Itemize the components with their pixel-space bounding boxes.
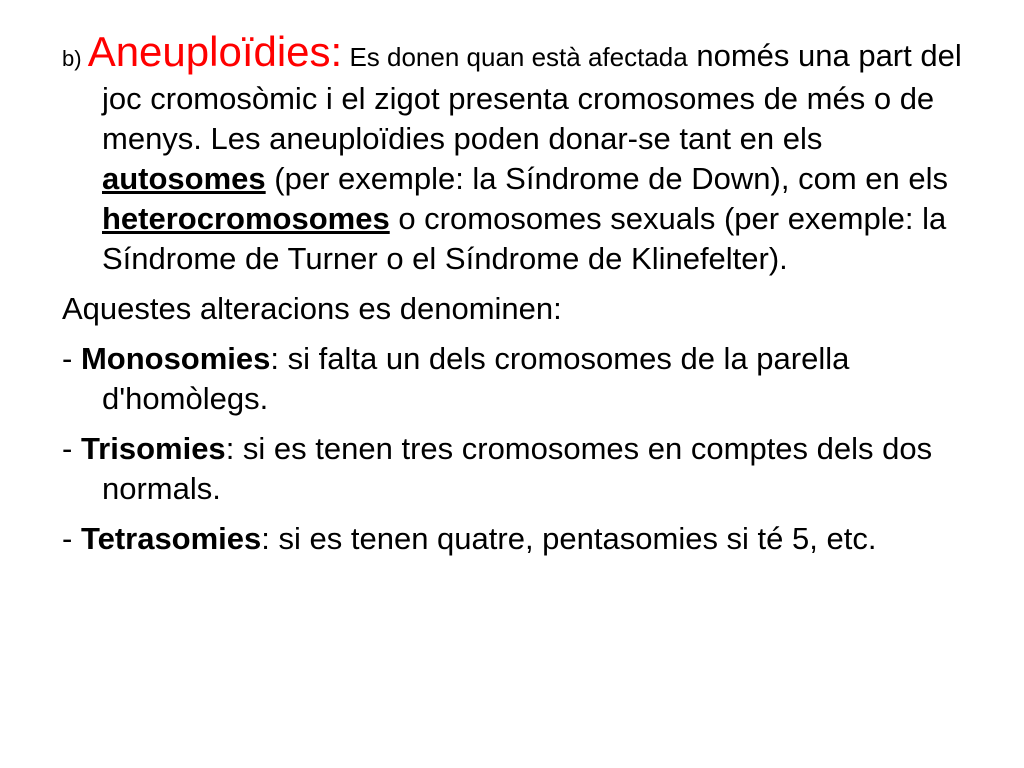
intro-lead-text: Es donen quan està afectada: [342, 42, 688, 72]
title-word: Aneuploïdies: [87, 28, 331, 75]
intro-paragraph: [62, 28, 982, 279]
intro-prefix: b): [62, 46, 88, 71]
list-item-tetrasomies: [62, 519, 982, 559]
term-autosomes: autosomes: [102, 161, 266, 196]
subtitle: Aquestes alteracions es denominen:: [62, 291, 562, 326]
term-heterocromosomes: heterocromosomes: [102, 201, 390, 236]
intro-text-2: (per exemple: la Síndrome de Down), com en els: [265, 161, 948, 196]
list-dash: -: [62, 431, 81, 466]
term-trisomies: Trisomies: [80, 431, 226, 466]
term-tetrasomies: Tetrasomies: [80, 521, 262, 556]
term-monosomies: Monosomies: [80, 341, 271, 376]
list-desc: : si es tenen tres cromosomes en comptes dels dos normals.: [102, 431, 933, 506]
list-item-trisomies: [62, 429, 982, 509]
list-desc: : si falta un dels cromosomes de la parella d'homòlegs.: [102, 341, 850, 416]
list-desc: : si es tenen quatre, pentasomies si té 5, etc.: [261, 521, 877, 556]
intro-text-3: o cromosomes sexuals (per exemple: la Síndrome de Turner o el Síndrome de Klinefelter).: [102, 201, 947, 276]
list-dash: -: [62, 341, 81, 376]
list-dash: -: [62, 521, 81, 556]
title-colon: :: [330, 28, 343, 75]
slide-content: [62, 28, 982, 569]
list-item-monosomies: [62, 339, 982, 419]
intro-text-1: només una part del joc cromosòmic i el zigot presenta cromosomes de més o de menys. Les aneuploïdies poden donar-se tant en els: [102, 38, 962, 156]
